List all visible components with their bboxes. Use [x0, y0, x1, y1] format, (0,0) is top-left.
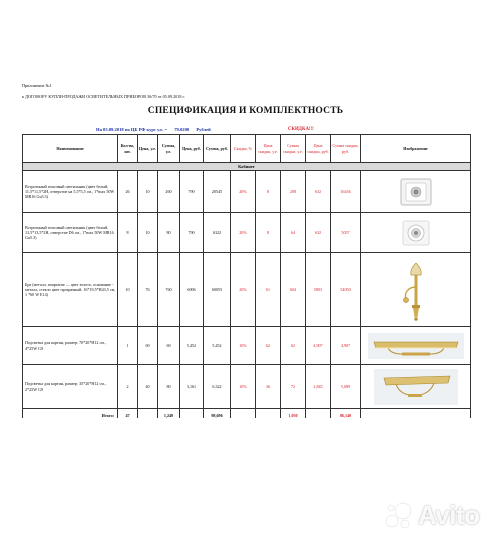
totals-label: Итого: [23, 409, 118, 424]
discount-title: СКИДКА!!! [288, 127, 314, 132]
item-price-rub: 6006 [180, 253, 204, 327]
item-sum-rub: 60055 [204, 253, 231, 327]
table-header-row [23, 135, 471, 163]
item-image-cell [361, 365, 471, 409]
item-price-ue: 10 [138, 213, 158, 253]
col-sum-rub: Сумма, руб. [204, 135, 231, 163]
item-image-cell [361, 213, 471, 253]
item-discount-sum-ue: 64 [281, 213, 306, 253]
item-name: Встроенный гипсовый светильник (цвет белый, 11,5*11,5*2Н, отверстие на 5,5*5,5 см., 1*max 50W MR16 Gu5.3) [23, 171, 118, 213]
table-row [23, 327, 471, 365]
item-sum-ue: 69 [158, 327, 180, 365]
item-sum-ue: 260 [158, 171, 180, 213]
picture-light-long-icon [368, 333, 464, 359]
item-qty: 8 [118, 213, 138, 253]
item-sum-rub: 6322 [204, 213, 231, 253]
item-sum-rub: 5,452 [204, 327, 231, 365]
contract-label: к ДОГОВОРУ КУПЛИ-ПРОДАЖИ ОСВЕТИТЕЛЬНЫХ ПРИБОРОВ 36/70 от 05.09.2018 г. [22, 94, 185, 99]
item-sum-ue: 80 [158, 365, 180, 409]
item-discount-sum-rub: 54050 [331, 253, 361, 327]
top-letterbox [0, 0, 491, 40]
round-recessed-spot-icon [401, 219, 431, 247]
item-price-rub: 5,452 [180, 327, 204, 365]
appendix-label: Приложение №1 [22, 83, 52, 88]
item-price-ue: 40 [138, 365, 158, 409]
col-discount-price-rub: Цена скидки, руб. [306, 135, 331, 163]
item-price-rub: 790 [180, 171, 204, 213]
zoom-button[interactable] [452, 418, 474, 445]
item-price-ue: 10 [138, 171, 158, 213]
square-recessed-spot-icon [399, 177, 433, 207]
item-name: Подсветка для картин, размер: 35*20*Н12 см., 2*25W G9 [23, 365, 118, 409]
item-name: Бра (металл, покрытие — цвет золото, основание - металл, стекло цвет прозрачный, 16*19,5*Н43,5 см, 1 *60 W E14) [23, 253, 118, 327]
item-discount-sum-ue: 62 [281, 327, 306, 365]
item-qty: 10 [118, 253, 138, 327]
col-discount-sum-rub: Сумма скидки, руб. [331, 135, 361, 163]
item-discount-price-rub: 632 [306, 213, 331, 253]
item-discount-price-ue: 8 [256, 213, 281, 253]
item-discount-sum-ue: 604 [281, 253, 306, 327]
item-qty: 26 [118, 171, 138, 213]
col-price-rub: Цена, руб. [180, 135, 204, 163]
col-name: Наименование [23, 135, 118, 163]
item-discount-pct: 10% [231, 365, 256, 409]
col-sum-ue: Сумма, у.е. [158, 135, 180, 163]
item-sum-rub: 20545 [204, 171, 231, 213]
item-discount-pct: 20% [231, 253, 256, 327]
item-name: Встроенный гипсовый светильник (цвет белый, 13,5*13,5*2Н, отверстие D6 см., 1*max 50W MR16 Gu5.3) [23, 213, 118, 253]
col-discount-price-ue: Цена скидки, у.е. [256, 135, 281, 163]
table-row [23, 171, 471, 213]
item-qty: 2 [118, 365, 138, 409]
picture-light-short-icon [374, 369, 458, 405]
section-row [23, 163, 471, 171]
item-qty: 1 [118, 327, 138, 365]
avito-watermark [384, 500, 480, 531]
item-image-cell [361, 171, 471, 213]
item-discount-sum-rub: 16436 [331, 171, 361, 213]
item-name: Подсветка для картин, размер: 70*20*Н12 см., 4*25W G9 [23, 327, 118, 365]
item-discount-price-ue: 61 [256, 253, 281, 327]
item-discount-sum-rub: 5,689 [331, 365, 361, 409]
rate-date: На 05.09.2018 по ЦБ РФ курс у.е. = [96, 127, 168, 132]
item-image-cell [361, 327, 471, 365]
magnifier-icon [452, 418, 474, 440]
item-price-ue: 76 [138, 253, 158, 327]
item-discount-sum-ue: 72 [281, 365, 306, 409]
item-discount-pct: 20% [231, 213, 256, 253]
col-image: Изображение [361, 135, 471, 163]
col-discount-sum-ue: Сумма скидки, у.е. [281, 135, 306, 163]
item-discount-price-rub: 5803 [306, 253, 331, 327]
totals-discount-sum-rub: 86,140 [331, 409, 361, 424]
item-discount-price-ue: 62 [256, 327, 281, 365]
item-discount-price-rub: 2,845 [306, 365, 331, 409]
item-sum-ue: 80 [158, 213, 180, 253]
table-row [23, 365, 471, 409]
item-discount-sum-rub: 5057 [331, 213, 361, 253]
item-price-rub: 3,161 [180, 365, 204, 409]
document-title: СПЕЦИФИКАЦИЯ И КОМПЛЕКТНОСТЬ [147, 106, 344, 116]
item-discount-price-ue: 36 [256, 365, 281, 409]
avito-logo-icon [384, 501, 414, 531]
item-image-cell [361, 253, 471, 327]
item-discount-price-rub: 4,907 [306, 327, 331, 365]
rate-value: 79.0200 [174, 127, 190, 132]
section-label: Кабинет [23, 163, 471, 171]
item-discount-price-rub: 632 [306, 171, 331, 213]
gold-wall-sconce-icon [398, 257, 434, 323]
rate-currency: Рублей [196, 127, 211, 132]
item-discount-price-ue: 8 [256, 171, 281, 213]
item-sum-rub: 6,322 [204, 365, 231, 409]
item-price-ue: 69 [138, 327, 158, 365]
table-row [23, 253, 471, 327]
item-discount-pct: 20% [231, 171, 256, 213]
col-discount-pct: Скидка, % [231, 135, 256, 163]
item-price-rub: 790 [180, 213, 204, 253]
item-sum-ue: 760 [158, 253, 180, 327]
totals-qty: 47 [118, 409, 138, 424]
item-discount-sum-rub: 4,907 [331, 327, 361, 365]
totals-sum-ue: 1,249 [158, 409, 180, 424]
specification-table [22, 134, 471, 424]
totals-discount-sum-ue: 1,050 [281, 409, 306, 424]
item-discount-sum-ue: 208 [281, 171, 306, 213]
exchange-rate-line [96, 127, 217, 132]
col-qty: Кол-во, шт. [118, 135, 138, 163]
totals-sum-rub: 98,696 [204, 409, 231, 424]
table-row [23, 213, 471, 253]
watermark-text: Avito [418, 500, 480, 530]
col-price-ue: Цена, у.е. [138, 135, 158, 163]
item-discount-pct: 10% [231, 327, 256, 365]
